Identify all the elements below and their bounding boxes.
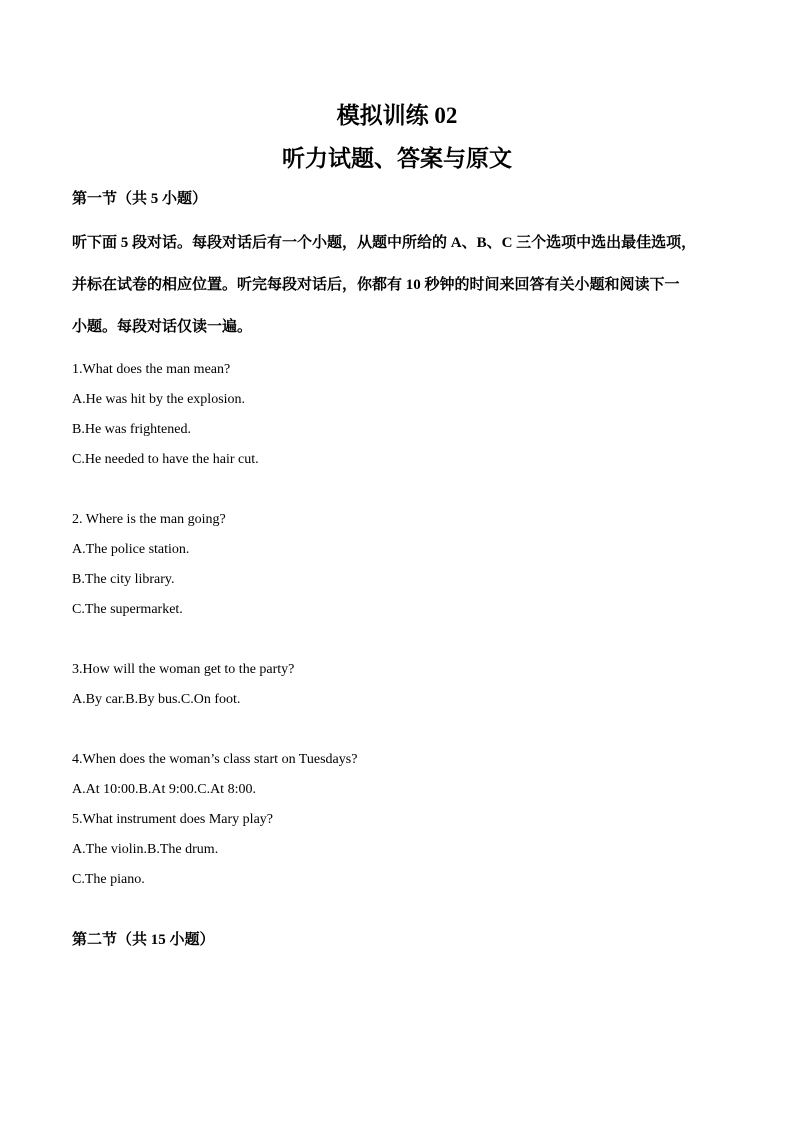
question-3-options: A.By car.B.By bus.C.On foot.	[72, 692, 241, 707]
question-2-option: A.The police station.	[72, 542, 190, 557]
question-3-stem: 3.How will the woman get to the party?	[72, 662, 295, 677]
question-5-option: C.The piano.	[72, 872, 145, 887]
question-1-option: A.He was hit by the explosion.	[72, 392, 246, 407]
section-1-instruction-line: 听下面 5 段对话。每段对话后有一个小题，从题中所给的 A、B、C 三个选项中选出最佳选项，	[72, 235, 697, 251]
question-2-stem: 2. Where is the man going?	[72, 512, 226, 527]
question-4-stem: 4.When does the woman’s class start on Tuesdays?	[72, 752, 358, 767]
question-4-options: A.At 10:00.B.At 9:00.C.At 8:00.	[72, 782, 256, 797]
section-1-instruction-line: 并标在试卷的相应位置。听完每段对话后，你都有 10 秒钟的时间来回答有关小题和阅读下一	[72, 277, 680, 293]
question-5-options: A.The violin.B.The drum.	[72, 842, 219, 857]
question-1-stem: 1.What does the man mean?	[72, 362, 231, 377]
question-1-option: B.He was frightened.	[72, 422, 191, 437]
question-2-option: C.The supermarket.	[72, 602, 183, 617]
page-title: 模拟训练 02	[336, 103, 458, 128]
question-1-option: C.He needed to have the hair cut.	[72, 452, 259, 467]
section-1-heading: 第一节（共 5 小题）	[72, 191, 208, 207]
question-2-option: B.The city library.	[72, 572, 175, 587]
page-subtitle: 听力试题、答案与原文	[282, 146, 512, 171]
question-5-stem: 5.What instrument does Mary play?	[72, 812, 274, 827]
section-1-instruction-line: 小题。每段对话仅读一遍。	[72, 319, 253, 335]
section-2-heading: 第二节（共 15 小题）	[72, 932, 215, 948]
